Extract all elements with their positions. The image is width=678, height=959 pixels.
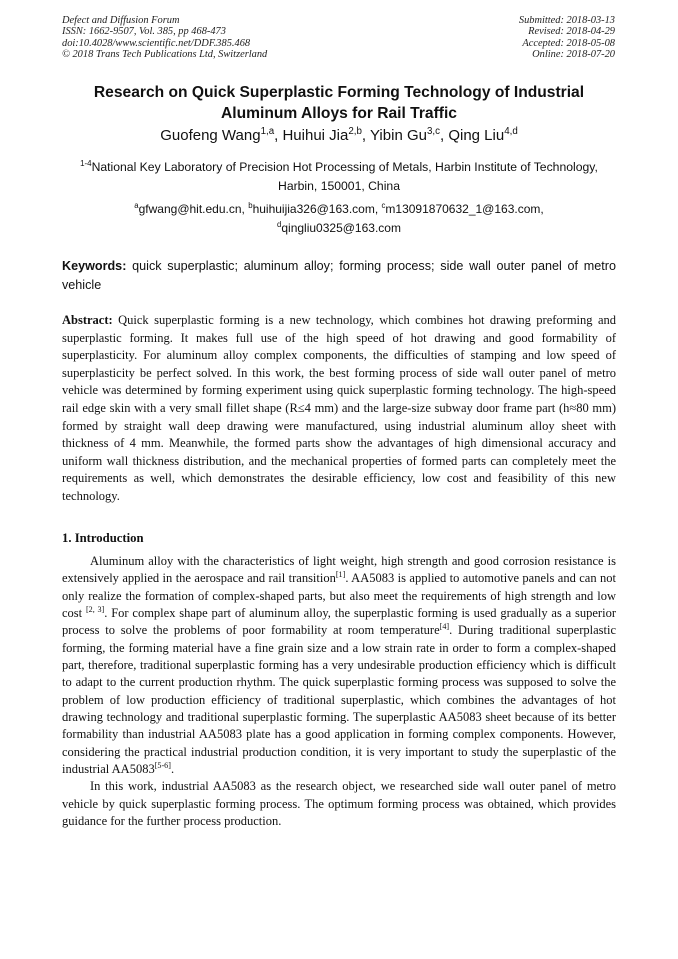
section-heading-introduction: 1. Introduction bbox=[62, 531, 144, 545]
author-affiliation-mark: 3,c bbox=[426, 126, 440, 137]
title-line-1: Research on Quick Superplastic Forming Technology of Industrial bbox=[93, 84, 585, 101]
email-mark: a bbox=[134, 201, 139, 210]
author-separator: , bbox=[274, 127, 283, 144]
title-line-2: Aluminum Alloys for Rail Traffic bbox=[221, 105, 457, 122]
paragraph-text: . During traditional superplastic forming, the forming material have a fine grain size and a low strain rate in order to form a complex-shaped part, therefore, traditional superplastic forming has a very undesirable production efficiency which is difficult to adapt to the current production rhythm. The quick superplastic forming process was supposed to solve the problem of low production efficiency of traditional superplastic, which combines the advantages of hot drawing technology and traditional superplastic forming. The superplastic AA5083 sheet because of its better formability than industrial AA5083 plate has a good application in forming complex components. However, considering the practical industrial production condition, it is very important to study the superplastic of the industrial AA5083 bbox=[62, 623, 617, 777]
citation[interactable]: [2, 3] bbox=[85, 604, 105, 614]
journal-info bbox=[62, 15, 267, 60]
journal-copyright: © 2018 Trans Tech Publications Ltd, Switzerland bbox=[62, 48, 268, 60]
date-revised: Revised: 2018-04-29 bbox=[528, 26, 615, 38]
author-affiliation-mark: 4,d bbox=[504, 126, 518, 137]
abstract-label: Abstract: bbox=[62, 313, 113, 327]
email-link[interactable]: qingliu0325@163.com bbox=[281, 220, 401, 235]
citation[interactable]: [4] bbox=[439, 622, 450, 632]
date-online: Online: 2018-07-20 bbox=[532, 48, 615, 60]
author-name: Qing Liu bbox=[448, 127, 505, 144]
affiliation-city: Harbin, 150001, China bbox=[278, 179, 400, 193]
publication-dates bbox=[519, 15, 615, 60]
author-separator: , bbox=[361, 127, 370, 144]
author-name: Yibin Gu bbox=[369, 127, 427, 144]
introduction-body bbox=[62, 553, 616, 831]
paragraph-text: . AA5083 is applied to automotive panels and can not only realize the formation of complex-shaped parts, but also meet the requirements of high strength and low cost bbox=[62, 571, 616, 621]
keywords-text: quick superplastic; aluminum alloy; forming process; side wall outer panel of metro vehicle bbox=[62, 259, 616, 292]
email-link[interactable]: m13091870632_1@163.com, bbox=[385, 202, 544, 216]
author-affiliation-mark: 1,a bbox=[260, 126, 275, 137]
affiliation-mark: 1-4 bbox=[80, 158, 92, 168]
keywords bbox=[62, 257, 616, 294]
email-mark: c bbox=[381, 201, 386, 210]
date-accepted: Accepted: 2018-05-08 bbox=[522, 37, 615, 49]
paragraph-text: . For complex shape part of aluminum alloy, the superplastic forming is used gradually as a superior process to solve the problems of poor formability at room temperature bbox=[62, 606, 616, 638]
email-mark: d bbox=[277, 219, 282, 229]
journal-issn: ISSN: 1662-9507, Vol. 385, pp 468-473 bbox=[62, 26, 226, 38]
email-link[interactable]: huihuijia326@163.com, bbox=[252, 202, 382, 216]
journal-name: Defect and Diffusion Forum bbox=[62, 15, 180, 26]
paragraph-text: . bbox=[170, 762, 175, 777]
journal-doi: doi:10.4028/www.scientific.net/DDF.385.468 bbox=[62, 37, 251, 49]
abstract-text: Quick superplastic forming is a new technology, which combines hot drawing preforming and superplastic forming. It makes full use of the high speed of hot drawing and good formability of superplasticity. For aluminum alloy complex components, the difficulties of stamping and low speed of superplasticity be perfect solved. In this work, the best forming process of side wall outer panel of metro vehicle was determined by forming experiment using quick superplastic forming technology. The high-speed rail edge skin with a very small fillet shape (R≤4 mm) and the large-size subway door frame part (h≈80 mm) formed by straight wall deep drawing were manufactured, using industrial aluminum alloy sheet with thickness of 4 mm. Meanwhile, the formed parts show the advantages of high dimensional accuracy and uniform wall thickness distribution, and the mechanical properties of formed parts can completely meet the requirements as well, which demonstrates the desirable efficiency, low cost and feasibility of this new technology. bbox=[62, 313, 616, 503]
paragraph bbox=[62, 553, 616, 778]
paper-title bbox=[62, 82, 616, 124]
author-affiliation-mark: 2,b bbox=[348, 126, 362, 137]
date-submitted: Submitted: 2018-03-13 bbox=[518, 15, 615, 26]
paragraph-text: Aluminum alloy with the characteristics of light weight, high strength and good corrosion resistance is extensively applied in the aerospace and rail transition bbox=[62, 554, 616, 586]
citation[interactable]: [5-6] bbox=[154, 760, 171, 770]
email-mark: b bbox=[248, 201, 253, 210]
author-name: Huihui Jia bbox=[282, 127, 349, 144]
affiliation-text: National Key Laboratory of Precision Hot Processing of Metals, Harbin Institute of Technology, bbox=[91, 160, 598, 174]
email-link[interactable]: gfwang@hit.edu.cn, bbox=[138, 202, 249, 216]
author-separator: , bbox=[439, 127, 449, 144]
author-name: Guofeng Wang bbox=[160, 127, 261, 144]
author-list bbox=[62, 127, 616, 145]
citation[interactable]: [1] bbox=[335, 570, 346, 580]
affiliation bbox=[62, 158, 616, 196]
author-emails bbox=[62, 200, 616, 237]
abstract bbox=[62, 312, 616, 506]
paragraph: In this work, industrial AA5083 as the research object, we researched side wall outer panel of metro vehicle by quick superplastic forming process. The optimum forming process was obtained, which provides guidance for the further process production. bbox=[62, 779, 616, 829]
keywords-label: Keywords: bbox=[62, 259, 127, 273]
